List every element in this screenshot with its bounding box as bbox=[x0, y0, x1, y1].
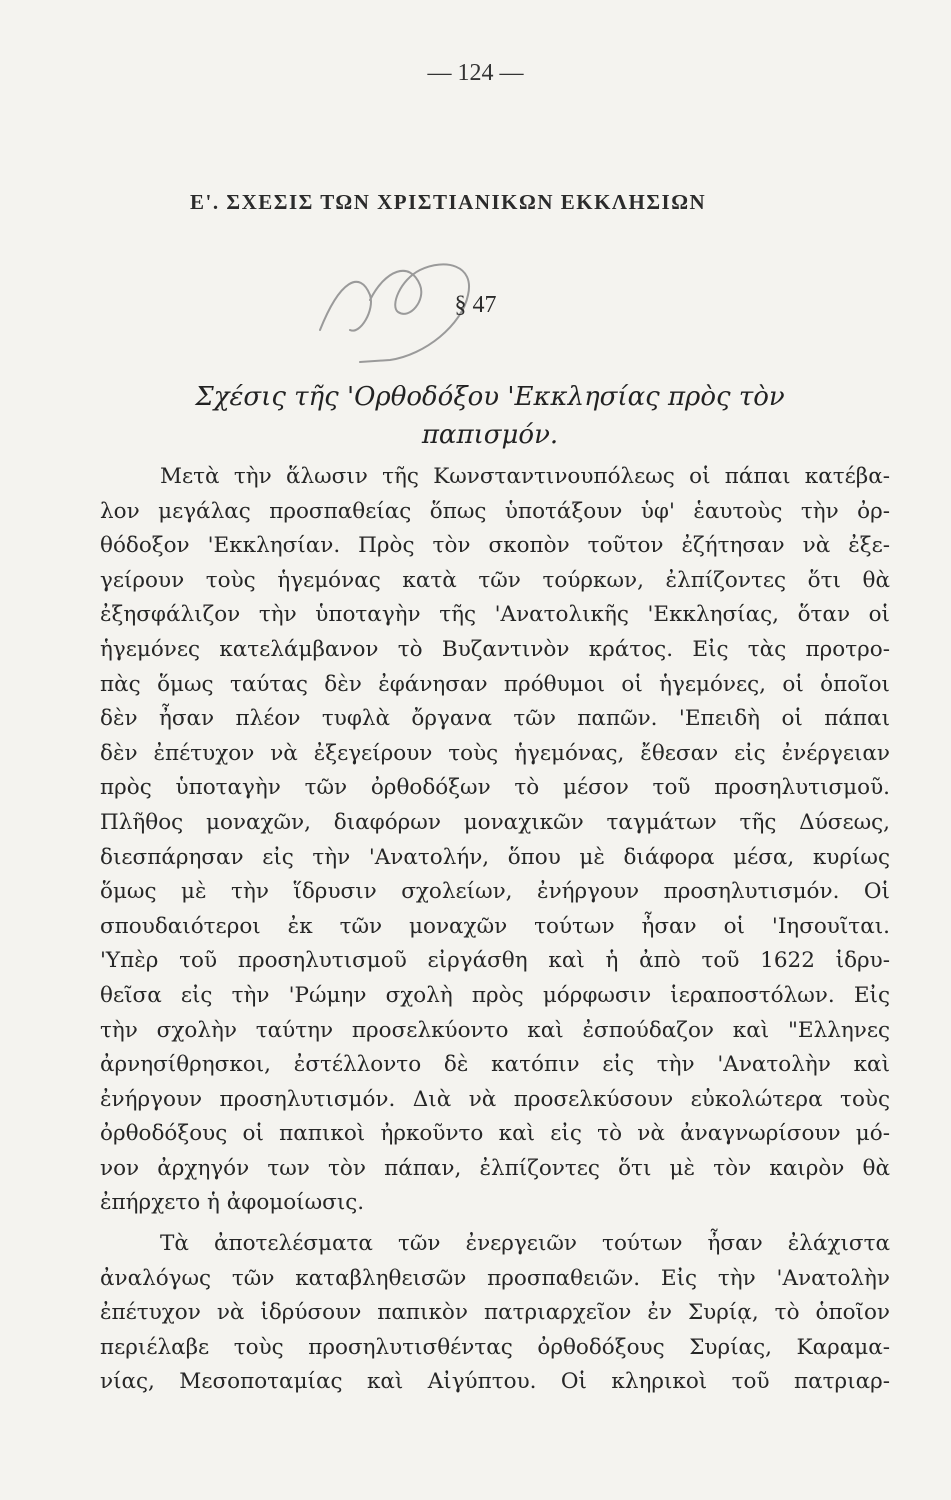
paragraph-mark: § 47 bbox=[454, 292, 497, 318]
text-line: λον μεγάλας προσπαθείας ὅπως ὑποτάξουν ὑφ' ἑαυτοὺς τὴν ὀρ- bbox=[100, 498, 890, 524]
text-line: 'Υπὲρ τοῦ προσηλυτισμοῦ εἰργάσθη καὶ ἡ ἀπὸ τοῦ 1622 ἱδρυ- bbox=[100, 948, 890, 974]
text-line: σπουδαιότεροι ἐκ τῶν μοναχῶν τούτων ἦσαν οἱ 'Ιησουῖται. bbox=[100, 913, 890, 939]
text-line: νίας, Μεσοποταμίας καὶ Αἰγύπτου. Οἱ κληρικοὶ τοῦ πατριαρ- bbox=[100, 1369, 890, 1395]
text-line: θεῖσα εἰς τὴν 'Ρώμην σχολὴ πρὸς μόρφωσιν ἱεραποστόλων. Εἰς bbox=[100, 982, 890, 1008]
subtitle-line: παπισμόν. bbox=[421, 420, 559, 450]
text-line: δὲν ἦσαν πλέον τυφλὰ ὄργανα τῶν παπῶν. 'Επειδὴ οἱ πάπαι bbox=[100, 706, 890, 732]
text-line: ἐνήργουν προσηλυτισμόν. Διὰ νὰ προσελκύσουν εὐκολώτερα τοὺς bbox=[100, 1086, 890, 1112]
subtitle-line: Σχέσις τῆς 'Ορθοδόξου 'Εκκλησίας πρὸς τὸν bbox=[195, 382, 785, 412]
text-line: ἐξησφάλιζον τὴν ὑποταγὴν τῆς 'Ανατολικῆς 'Εκκλησίας, ὅταν οἱ bbox=[100, 602, 890, 628]
text-line: θόδοξον 'Εκκλησίαν. Πρὸς τὸν σκοπὸν τοῦτον ἐζήτησαν νὰ ἐξε- bbox=[100, 533, 890, 559]
text-line: ὅμως μὲ τὴν ἵδρυσιν σχολείων, ἐνήργουν προσηλυτισμόν. Οἱ bbox=[100, 879, 890, 905]
text-line: Πλῆθος μοναχῶν, διαφόρων μοναχικῶν ταγμάτων τῆς Δύσεως, bbox=[100, 809, 890, 835]
page-number: — 124 — bbox=[427, 60, 524, 86]
text-line: δὲν ἐπέτυχον νὰ ἐξεγείρουν τοὺς ἡγεμόνας, ἔθεσαν εἰς ἐνέργειαν bbox=[100, 740, 890, 766]
text-line: τὴν σχολὴν ταύτην προσελκύοντο καὶ ἐσπούδαζον καὶ "Ελληνες bbox=[100, 1017, 890, 1043]
text-line: διεσπάρησαν εἰς τὴν 'Ανατολήν, ὅπου μὲ διάφορα μέσα, κυρίως bbox=[100, 844, 890, 870]
text-line: Τὰ ἀποτελέσματα τῶν ἐνεργειῶν τούτων ἦσαν ἐλάχιστα bbox=[160, 1231, 890, 1257]
text-line: ἐπήρχετο ἡ ἀφομοίωσις. bbox=[100, 1190, 365, 1216]
text-line: ἐπέτυχον νὰ ἱδρύσουν παπικὸν πατριαρχεῖον ἐν Συρίᾳ, τὸ ὁποῖον bbox=[100, 1300, 890, 1326]
text-line: ἡγεμόνες κατελάμβανον τὸ Βυζαντινὸν κράτος. Εἰς τὰς προτρο- bbox=[100, 636, 890, 662]
text-line: γείρουν τοὺς ἡγεμόνας κατὰ τῶν τούρκων, ἐλπίζοντες ὅτι θὰ bbox=[100, 567, 890, 593]
text-line: ἀναλόγως τῶν καταβληθεισῶν προσπαθειῶν. Εἰς τὴν 'Ανατολὴν bbox=[100, 1265, 890, 1291]
text-line: πὰς ὅμως ταύτας δὲν ἐφάνησαν πρόθυμοι οἱ ἡγεμόνες, οἱ ὁποῖοι bbox=[100, 671, 890, 697]
text-line: Μετὰ τὴν ἅλωσιν τῆς Κωνσταντινουπόλεως οἱ πάπαι κατέβα- bbox=[160, 464, 890, 489]
section-heading: Ε'. ΣΧΕΣΙΣ ΤΩΝ ΧΡΙΣΤΙΑΝΙΚΩΝ ΕΚΚΛΗΣΙΩΝ bbox=[190, 190, 707, 214]
text-line: νον ἀρχηγόν των τὸν πάπαν, ἐλπίζοντες ὅτι μὲ τὸν καιρὸν θὰ bbox=[100, 1155, 890, 1181]
text-line: ἀρνησίθρησκοι, ἐστέλλοντο δὲ κατόπιν εἰς τὴν 'Ανατολὴν καὶ bbox=[100, 1052, 890, 1078]
subtitle bbox=[160, 378, 820, 454]
text-line: πρὸς ὑποταγὴν τῶν ὀρθοδόξων τὸ μέσον τοῦ προσηλυτισμοῦ. bbox=[100, 775, 890, 801]
text-line: ὀρθοδόξους οἱ παπικοὶ ἠρκοῦντο καὶ εἰς τὸ νὰ ἀναγνωρίσουν μό- bbox=[100, 1121, 890, 1147]
body-text bbox=[100, 460, 890, 1400]
text-line: περιέλαβε τοὺς προσηλυτισθέντας ὀρθοδόξους Συρίας, Καραμα- bbox=[100, 1334, 890, 1360]
